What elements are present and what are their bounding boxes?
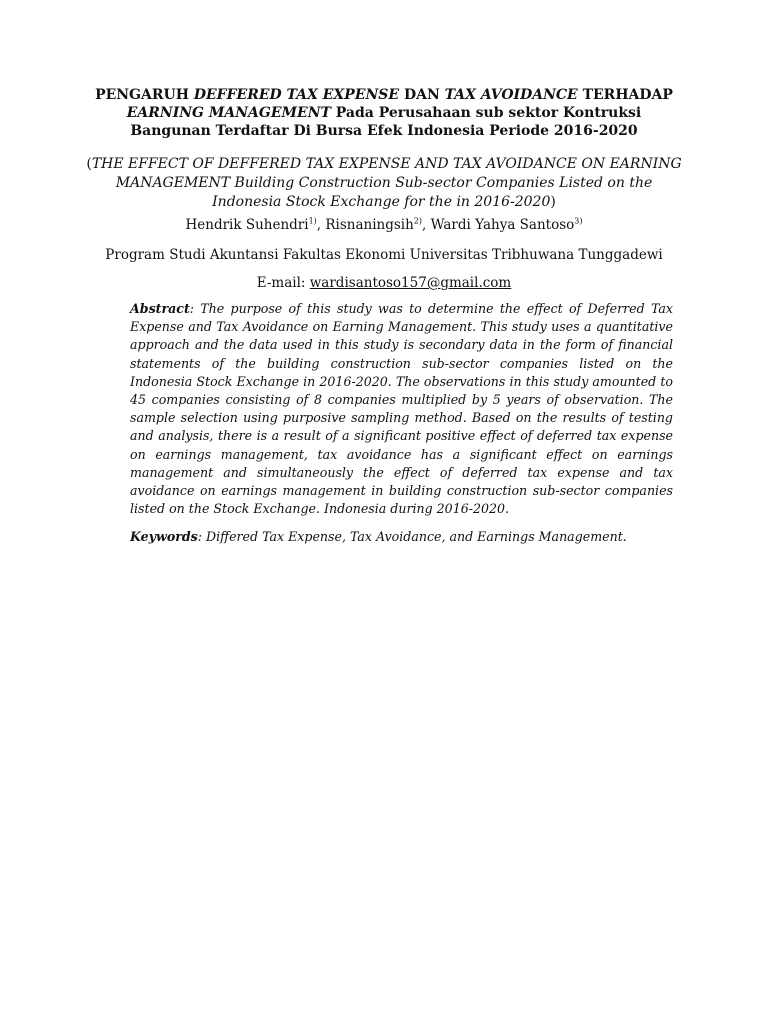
title-en-close-paren: ) bbox=[550, 194, 556, 210]
author-affiliation-mark: 3) bbox=[574, 216, 583, 226]
title-part: Pada Perusahaan sub sektor Kontruksi Bangunan Terdaftar Di Bursa Efek Indonesia Periode 2016-2020 bbox=[130, 105, 642, 139]
abstract-label: Abstract bbox=[130, 301, 190, 316]
author-affiliation: Program Studi Akuntansi Fakultas Ekonomi Universitas Tribhuwana Tunggadewi bbox=[105, 247, 663, 263]
paper-title-english bbox=[80, 155, 688, 212]
author-name: Hendrik Suhendri bbox=[185, 217, 309, 233]
email-label: E-mail: bbox=[256, 275, 310, 291]
keywords-text: : Differed Tax Expense, Tax Avoidance, and Earnings Management. bbox=[197, 529, 627, 544]
author-name: Wardi Yahya Santoso bbox=[430, 217, 575, 233]
title-part: DAN bbox=[399, 87, 445, 103]
title-part: TERHADAP bbox=[577, 87, 673, 103]
title-italic-term: EARNING MANAGEMENT bbox=[126, 105, 331, 121]
title-italic-term: DEFFERED TAX EXPENSE bbox=[193, 87, 400, 103]
author-affiliation-mark: 2) bbox=[413, 216, 423, 226]
title-en-text: THE EFFECT OF DEFFERED TAX EXPENSE AND TAX AVOIDANCE ON EARNING MANAGEMENT Building Construction Sub-sector Companies Listed on the Indonesia Stock Exchange for the in 2016-2020 bbox=[91, 156, 682, 210]
author-list bbox=[90, 216, 678, 234]
keywords-label: Keywords bbox=[130, 529, 198, 544]
abstract bbox=[130, 300, 673, 518]
paper-title-indonesian bbox=[90, 86, 678, 140]
contact-email bbox=[90, 274, 678, 292]
author-separator: , bbox=[422, 217, 431, 233]
author-affiliation-mark: 1) bbox=[308, 216, 317, 226]
title-en-open-paren: ( bbox=[86, 156, 92, 172]
author-separator: , bbox=[316, 217, 326, 233]
email-link[interactable]: wardisantoso157@gmail.com bbox=[309, 275, 512, 291]
title-italic-term: TAX AVOIDANCE bbox=[444, 87, 578, 103]
keywords bbox=[130, 528, 673, 546]
abstract-text: : The purpose of this study was to determine the effect of Deferred Tax Expense and Tax Avoidance on Earning Management. This study uses a quantitative approach and the data used in this study is secondary data in the form of financial statements of the building construction sub-sector companies listed on the Indonesia Stock Exchange in 2016-2020. The observations in this study amounted to 45 companies consisting of 8 companies multiplied by 5 years of observation. The sample selection using purposive sampling method. Based on the results of testing and analysis, there is a result of a significant positive effect of deferred tax expense on earnings management, tax avoidance has a significant effect on earnings management and simultaneously the effect of deferred tax expense and tax avoidance on earnings management in building construction sub-sector companies listed on the Stock Exchange. Indonesia during 2016-2020. bbox=[130, 301, 673, 517]
title-part: PENGARUH bbox=[95, 87, 194, 103]
author-name: Risnaningsih bbox=[325, 217, 414, 233]
